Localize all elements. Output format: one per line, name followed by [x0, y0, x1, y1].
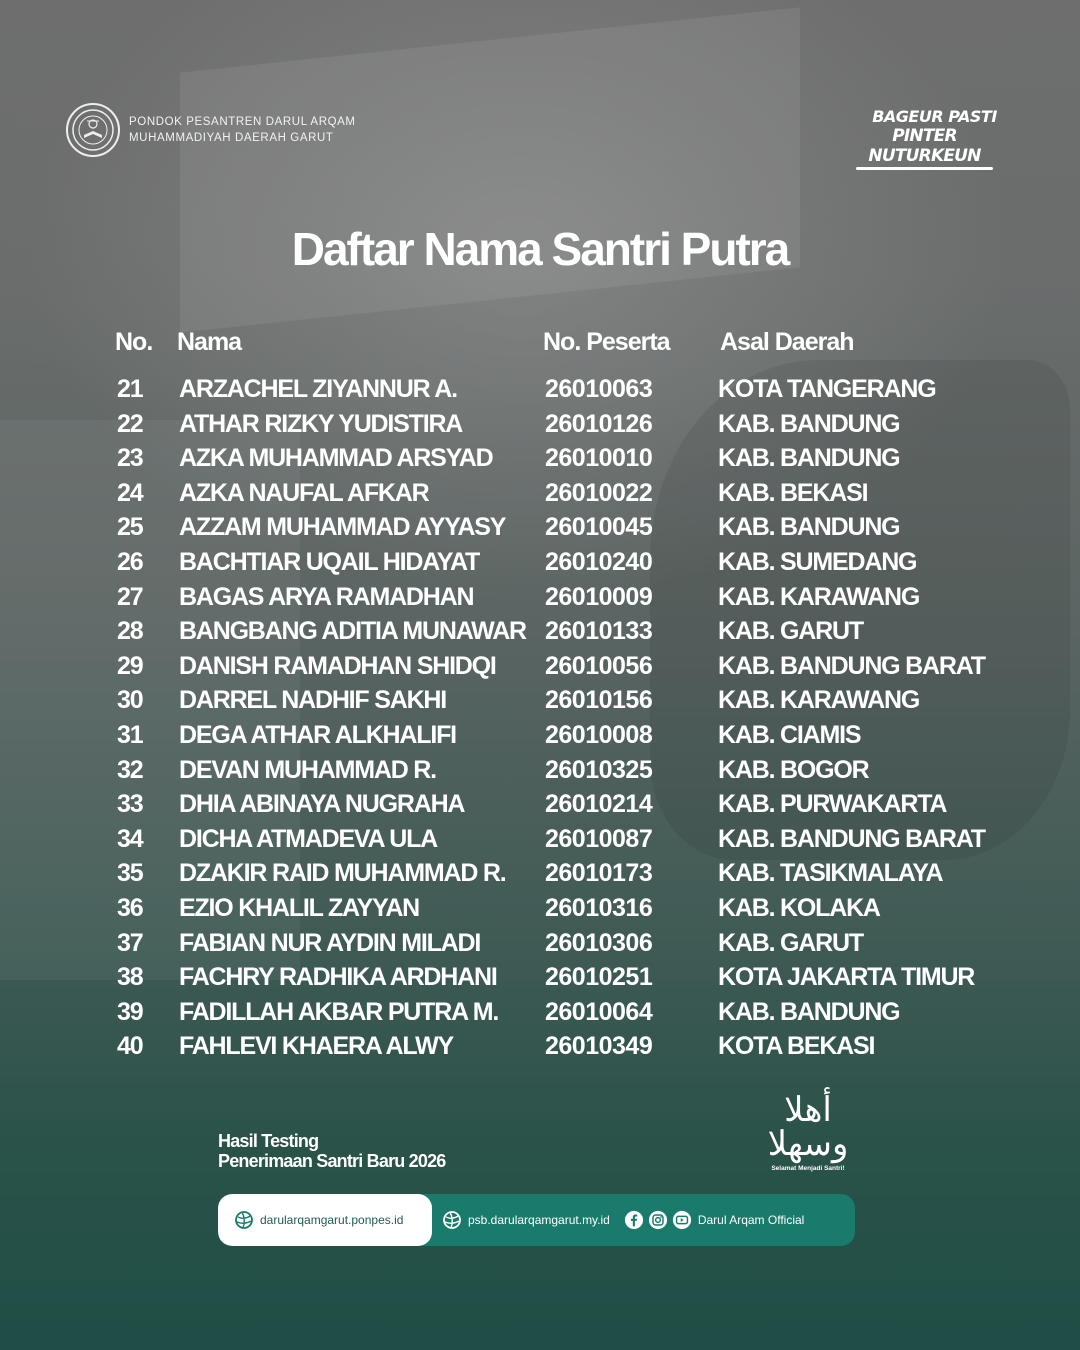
- row-number: 31: [117, 720, 143, 749]
- participant-region: KAB. KARAWANG: [718, 686, 920, 715]
- instagram-icon[interactable]: [648, 1210, 668, 1230]
- participant-region: KOTA JAKARTA TIMUR: [718, 963, 975, 992]
- participant-number: 26010126: [545, 409, 653, 438]
- row-number: 29: [117, 651, 143, 680]
- participant-region: KAB. GARUT: [718, 617, 863, 646]
- participant-region: KAB. CIAMIS: [718, 720, 861, 749]
- participant-number: 26010022: [545, 478, 653, 507]
- table-row: [0, 927, 1080, 962]
- participant-number: 26010306: [545, 928, 653, 957]
- participant-number: 26010173: [545, 859, 653, 888]
- social-links: [624, 1210, 804, 1230]
- row-number: 23: [117, 444, 143, 473]
- participant-name: EZIO KHALIL ZAYYAN: [179, 893, 420, 922]
- participant-name: DICHA ATMADEVA ULA: [179, 824, 438, 853]
- ahlan-wa-sahlan-logo: [748, 1090, 868, 1172]
- participant-name: FADILLAH AKBAR PUTRA M.: [179, 997, 499, 1026]
- participant-name: ARZACHEL ZIYANNUR A.: [179, 375, 457, 403]
- participant-region: KOTA TANGERANG: [718, 375, 936, 403]
- participant-number: 26010325: [545, 755, 653, 784]
- table-row: [0, 1030, 1080, 1065]
- participant-name: DHIA ABINAYA NUGRAHA: [179, 790, 465, 819]
- result-line2: Penerimaan Santri Baru 2026: [218, 1151, 446, 1171]
- slogan-line2: PINTER NUTURKEUN: [868, 126, 981, 166]
- participant-region: KAB. BANDUNG BARAT: [718, 651, 985, 680]
- participant-region: KAB. BANDUNG: [718, 444, 900, 473]
- column-header-no: No.: [115, 328, 153, 356]
- row-number: 32: [117, 755, 143, 784]
- participant-region: KAB. KARAWANG: [718, 582, 920, 611]
- page-title: Daftar Nama Santri Putra: [291, 223, 789, 275]
- participant-name: BAGAS ARYA RAMADHAN: [179, 582, 474, 611]
- background-shape: [180, 7, 800, 332]
- table-row: [0, 546, 1080, 581]
- row-number: 35: [117, 859, 143, 888]
- ahlan-caption: Selamat Menjadi Santri!: [771, 1165, 845, 1172]
- participant-region: KAB. PURWAKARTA: [718, 790, 947, 819]
- participant-region: KAB. BEKASI: [718, 478, 868, 507]
- participant-number: 26010240: [545, 547, 653, 576]
- row-number: 30: [117, 686, 143, 715]
- participant-region: KAB. TASIKMALAYA: [718, 859, 943, 888]
- result-caption: [218, 1131, 446, 1171]
- contact-bar: [218, 1194, 855, 1246]
- participant-name: BACHTIAR UQAIL HIDAYAT: [179, 547, 480, 576]
- participant-number: 26010316: [545, 893, 653, 922]
- table-row: [0, 684, 1080, 719]
- participant-region: KAB. SUMEDANG: [718, 547, 917, 576]
- participant-number: 26010045: [545, 513, 653, 542]
- participant-region: KAB. BANDUNG: [718, 513, 900, 542]
- row-number: 27: [117, 582, 143, 611]
- participant-number: 26010214: [545, 790, 653, 819]
- table-row: [0, 581, 1080, 616]
- row-number: 22: [117, 409, 143, 438]
- org-name-line2: MUHAMMADIYAH DAERAH GARUT: [129, 132, 334, 144]
- participant-region: KAB. BANDUNG: [718, 409, 900, 438]
- row-number: 21: [117, 375, 143, 403]
- participant-region: KAB. BANDUNG BARAT: [718, 824, 985, 853]
- participant-region: KOTA BEKASI: [718, 1032, 875, 1061]
- slogan-logo: [852, 108, 997, 170]
- row-number: 28: [117, 617, 143, 646]
- participant-name: AZKA NAUFAL AFKAR: [179, 478, 429, 507]
- row-number: 39: [117, 997, 143, 1026]
- participant-number: 26010010: [545, 444, 653, 473]
- row-number: 33: [117, 790, 143, 819]
- participant-name: DANISH RAMADHAN SHIDQI: [179, 651, 496, 680]
- youtube-icon[interactable]: [672, 1210, 692, 1230]
- participant-number: 26010009: [545, 582, 653, 611]
- website-primary-text: darularqamgarut.ponpes.id: [260, 1213, 404, 1227]
- website-psb-link[interactable]: psb.darularqamgarut.my.id: [468, 1213, 610, 1227]
- table-row: [0, 477, 1080, 512]
- participant-number: 26010056: [545, 651, 653, 680]
- column-header-asal: Asal Daerah: [720, 328, 854, 356]
- table-row: [0, 857, 1080, 892]
- participant-name: AZZAM MUHAMMAD AYYASY: [179, 513, 506, 542]
- row-number: 26: [117, 547, 143, 576]
- table-row: [0, 961, 1080, 996]
- globe-icon: [442, 1210, 462, 1230]
- participant-name: AZKA MUHAMMAD ARSYAD: [179, 444, 493, 473]
- row-number: 24: [117, 478, 143, 507]
- table-row: [0, 615, 1080, 650]
- participant-name: FAHLEVI KHAERA ALWY: [179, 1032, 453, 1061]
- participant-region: KAB. GARUT: [718, 928, 863, 957]
- participant-name: ATHAR RIZKY YUDISTIRA: [179, 409, 463, 438]
- row-number: 25: [117, 513, 143, 542]
- column-header-nama: Nama: [177, 328, 242, 356]
- participant-region: KAB. BANDUNG: [718, 997, 900, 1026]
- participant-name: FACHRY RADHIKA ARDHANI: [179, 963, 497, 992]
- participant-number: 26010133: [545, 617, 653, 646]
- table-row: [0, 511, 1080, 546]
- table-row: [0, 650, 1080, 685]
- table-row: [0, 408, 1080, 443]
- social-account-name[interactable]: Darul Arqam Official: [697, 1213, 805, 1227]
- participant-name: DEVAN MUHAMMAD R.: [179, 755, 436, 784]
- org-name-line1: PONDOK PESANTREN DARUL ARQAM: [129, 116, 356, 128]
- row-number: 34: [117, 824, 143, 853]
- participant-number: 26010064: [545, 997, 653, 1026]
- participant-number: 26010349: [545, 1032, 653, 1061]
- participant-number: 26010156: [545, 686, 653, 715]
- row-number: 40: [117, 1032, 143, 1061]
- muhammadiyah-logo-icon: [66, 103, 120, 157]
- participant-name: DEGA ATHAR ALKHALIFI: [179, 720, 456, 749]
- table-row: [0, 892, 1080, 927]
- website-link-primary[interactable]: [218, 1194, 432, 1246]
- participant-region: KAB. BOGOR: [718, 755, 869, 784]
- participant-table: [0, 373, 1080, 1065]
- org-header: [66, 103, 356, 157]
- table-row: [0, 788, 1080, 823]
- participant-region: KAB. KOLAKA: [718, 893, 880, 922]
- table-row: [0, 373, 1080, 408]
- row-number: 38: [117, 963, 143, 992]
- table-row: [0, 823, 1080, 858]
- facebook-icon[interactable]: [624, 1210, 644, 1230]
- table-row: [0, 996, 1080, 1031]
- participant-name: FABIAN NUR AYDIN MILADI: [179, 928, 481, 957]
- table-row: [0, 754, 1080, 789]
- participant-name: BANGBANG ADITIA MUNAWAR: [179, 617, 526, 646]
- participant-number: 26010063: [545, 375, 653, 403]
- participant-name: DARREL NADHIF SAKHI: [179, 686, 447, 715]
- column-header-peserta: No. Peserta: [543, 328, 670, 356]
- ahlan-arabic-line2: وسهلا: [767, 1124, 849, 1164]
- ahlan-arabic-line1: أهلا: [784, 1090, 832, 1130]
- row-number: 37: [117, 928, 143, 957]
- table-row: [0, 719, 1080, 754]
- globe-icon: [234, 1210, 254, 1230]
- result-line1: Hasil Testing: [218, 1131, 319, 1151]
- row-number: 36: [117, 893, 143, 922]
- slogan-line1: BAGEUR PASTI: [872, 107, 997, 126]
- table-row: [0, 442, 1080, 477]
- participant-number: 26010251: [545, 963, 653, 992]
- participant-number: 26010087: [545, 824, 653, 853]
- participant-number: 26010008: [545, 720, 653, 749]
- participant-name: DZAKIR RAID MUHAMMAD R.: [179, 859, 506, 888]
- slogan-underline: [856, 167, 993, 170]
